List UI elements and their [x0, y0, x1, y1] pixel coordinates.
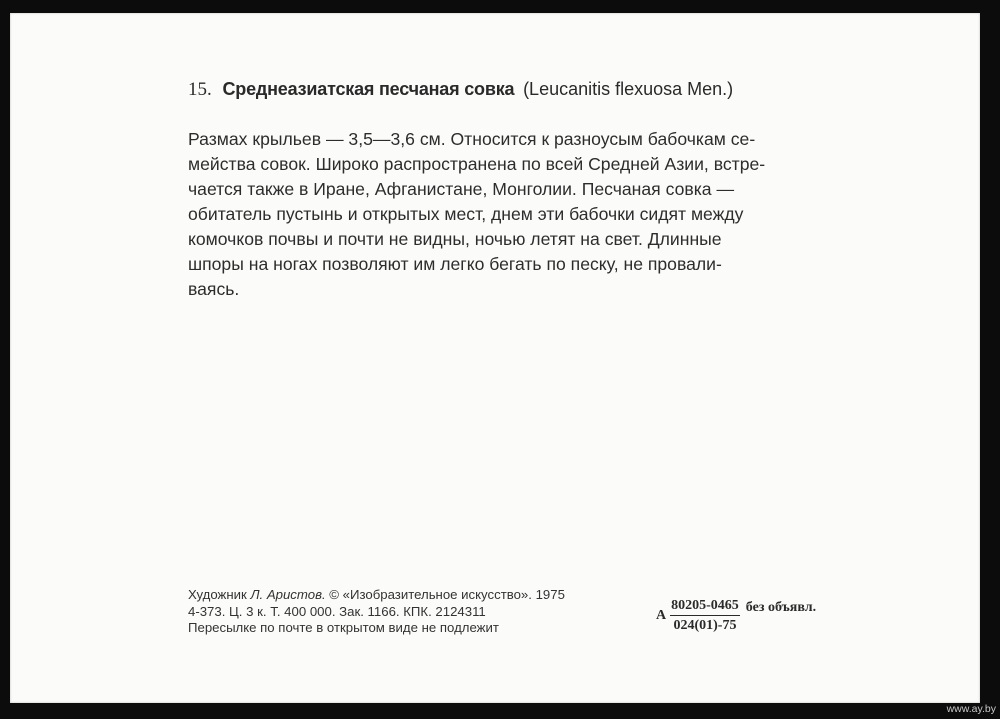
description-line: шпоры на ногах позволяют им легко бегать по песку, не провали-	[188, 254, 722, 274]
site-watermark: www.ay.by	[946, 703, 996, 715]
description-line: ваясь.	[188, 279, 240, 299]
price-code	[656, 598, 816, 634]
postcard-back	[10, 13, 980, 703]
species-name: Среднеазиатская песчаная совка	[222, 79, 515, 99]
description-line: Размах крыльев — 3,5—3,6 см. Относится к разноусым бабочкам се-	[188, 129, 756, 149]
description-line: чается также в Иране, Афганистане, Монголии. Песчаная совка —	[188, 179, 735, 199]
print-info: 4-373. Ц. 3 к. Т. 400 000. Зак. 1166. КПК. 2124311	[188, 603, 486, 619]
publisher: © «Изобразительное искусство». 1975	[329, 587, 565, 602]
artist-line	[188, 587, 565, 604]
price-code-numerator: 80205-0465	[670, 598, 740, 616]
description-line: мейства совок. Широко распространена по всей Средней Азии, встре-	[188, 154, 766, 174]
description-line: комочков почвы и почти не видны, ночью летят на свет. Длинные	[188, 229, 722, 249]
artist-name: Л. Аристов.	[250, 587, 326, 602]
latin-name: (Leucanitis flexuosa Men.)	[523, 79, 734, 99]
imprint-block	[188, 587, 565, 637]
species-heading	[188, 79, 733, 101]
description-text	[188, 127, 838, 302]
artist-label: Художник	[188, 587, 247, 602]
price-code-denominator: 024(01)-75	[673, 618, 737, 633]
card-number: 15.	[188, 79, 212, 100]
description-line: обитатель пустынь и открытых мест, днем эти бабочки сидят между	[188, 204, 744, 224]
price-code-letter: А	[656, 608, 667, 623]
mailing-note: Пересылке по почте в открытом виде не подлежит	[188, 620, 499, 635]
price-code-fraction	[670, 598, 740, 634]
price-code-note: без объявл.	[745, 600, 817, 615]
